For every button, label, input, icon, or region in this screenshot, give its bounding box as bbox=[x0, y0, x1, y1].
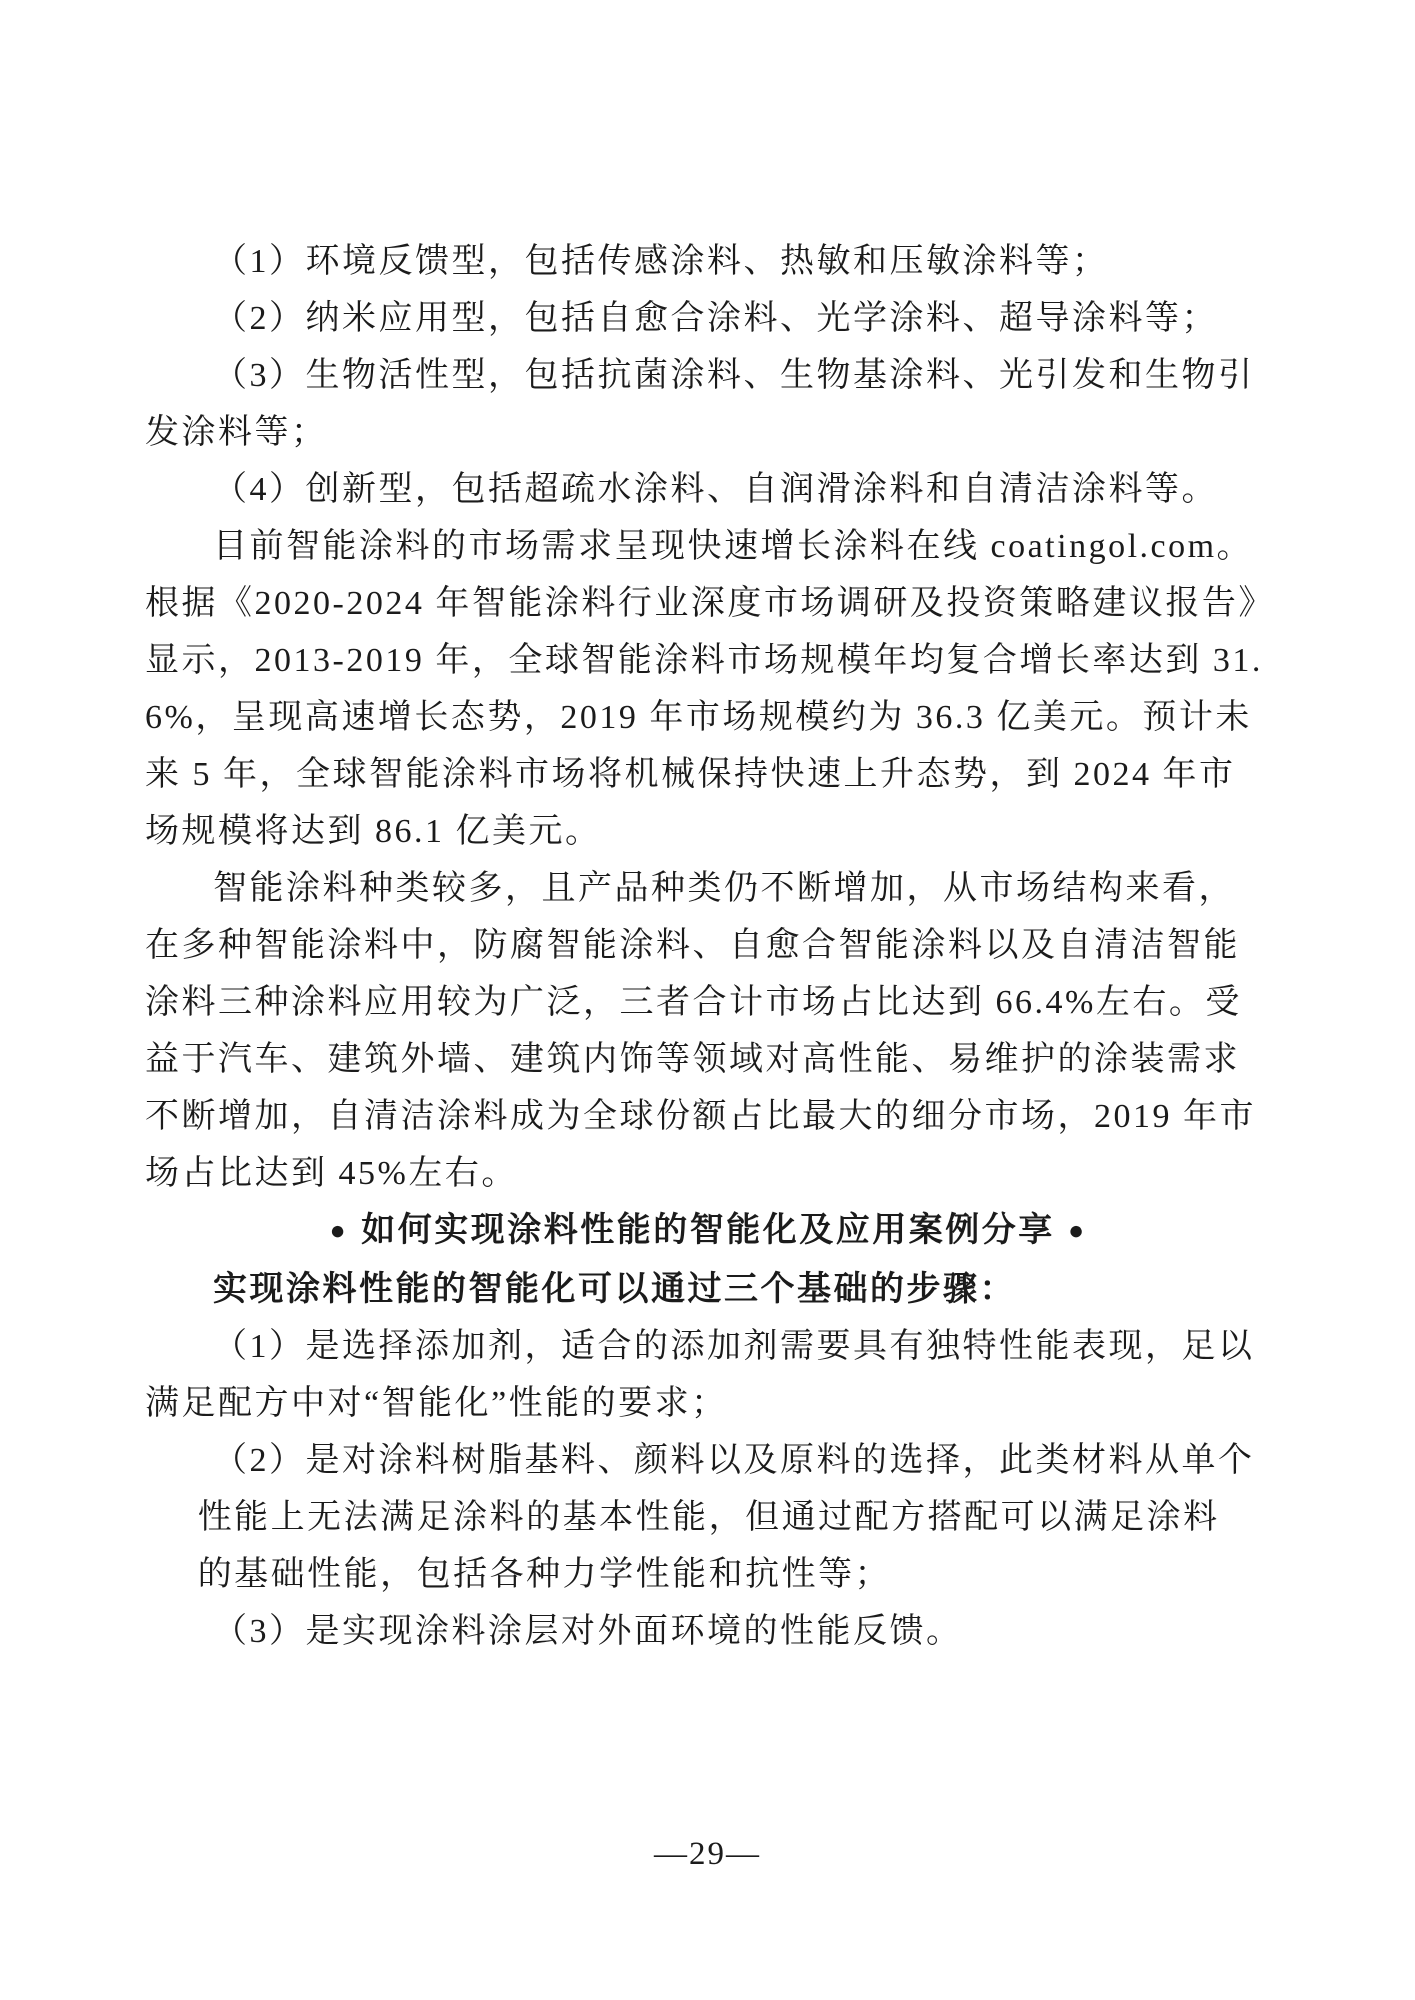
paragraph-structure-line: 涂料三种涂料应用较为广泛，三者合计市场占比达到 66.4%左右。受 bbox=[145, 984, 1242, 1021]
step-2-continued: 的基础性能，包括各种力学性能和抗性等； bbox=[197, 1556, 892, 1593]
step-1-line: （1）是选择添加剂，适合的添加剂需要具有独特性能表现，足以 bbox=[213, 1328, 1255, 1365]
list-item-type-3-continued: 发涂料等； bbox=[145, 414, 328, 451]
paragraph-structure-line: 在多种智能涂料中，防腐智能涂料、自愈合智能涂料以及自清洁智能 bbox=[145, 927, 1240, 964]
list-item-type-4: （4）创新型，包括超疏水涂料、自润滑涂料和自清洁涂料等。 bbox=[213, 471, 1218, 508]
paragraph-market-line: 场规模将达到 86.1 亿美元。 bbox=[145, 813, 602, 850]
document-page-body bbox=[145, 233, 1275, 1660]
paragraph-market-line: 目前智能涂料的市场需求呈现快速增长涂料在线 coatingol.com。 bbox=[213, 528, 1254, 565]
step-2-continued: 性能上无法满足涂料的基本性能，但通过配方搭配可以满足涂料 bbox=[197, 1499, 1220, 1536]
steps-intro-line: 实现涂料性能的智能化可以通过三个基础的步骤： bbox=[213, 1271, 1016, 1308]
page-number: —29— bbox=[654, 1836, 761, 1872]
list-item-type-2: （2）纳米应用型，包括自愈合涂料、光学涂料、超导涂料等； bbox=[213, 300, 1218, 337]
bullet-icon: ● bbox=[1068, 1215, 1087, 1245]
step-3-line: （3）是实现涂料涂层对外面环境的性能反馈。 bbox=[213, 1613, 963, 1650]
list-item-type-3: （3）生物活性型，包括抗菌涂料、生物基涂料、光引发和生物引 bbox=[213, 357, 1255, 394]
paragraph-market-line: 显示，2013-2019 年，全球智能涂料市场规模年均复合增长率达到 31. bbox=[145, 642, 1263, 679]
paragraph-structure-line: 场占比达到 45%左右。 bbox=[145, 1155, 518, 1192]
paragraph-market-line: 6%，呈现高速增长态势，2019 年市场规模约为 36.3 亿美元。预计未 bbox=[145, 699, 1252, 736]
paragraph-structure-line: 益于汽车、建筑外墙、建筑内饰等领域对高性能、易维护的涂装需求 bbox=[145, 1041, 1240, 1078]
step-2-line: （2）是对涂料树脂基料、颜料以及原料的选择，此类材料从单个 bbox=[213, 1442, 1255, 1479]
paragraph-structure-line: 智能涂料种类较多，且产品种类仍不断增加，从市场结构来看， bbox=[213, 870, 1235, 907]
list-item-type-1: （1）环境反馈型，包括传感涂料、热敏和压敏涂料等； bbox=[213, 243, 1109, 280]
bullet-icon: ● bbox=[329, 1215, 348, 1245]
step-1-continued: 满足配方中对“智能化”性能的要求； bbox=[145, 1385, 728, 1422]
paragraph-structure-line: 不断增加，自清洁涂料成为全球份额占比最大的细分市场，2019 年市 bbox=[145, 1098, 1256, 1135]
section-heading bbox=[145, 1202, 1271, 1261]
section-heading-text: 如何实现涂料性能的智能化及应用案例分享 bbox=[361, 1212, 1055, 1249]
paragraph-market-line: 来 5 年，全球智能涂料市场将机械保持快速上升态势，到 2024 年市 bbox=[145, 756, 1236, 793]
paragraph-market-line: 根据《2020-2024 年智能涂料行业深度市场调研及投资策略建议报告》 bbox=[145, 585, 1275, 622]
